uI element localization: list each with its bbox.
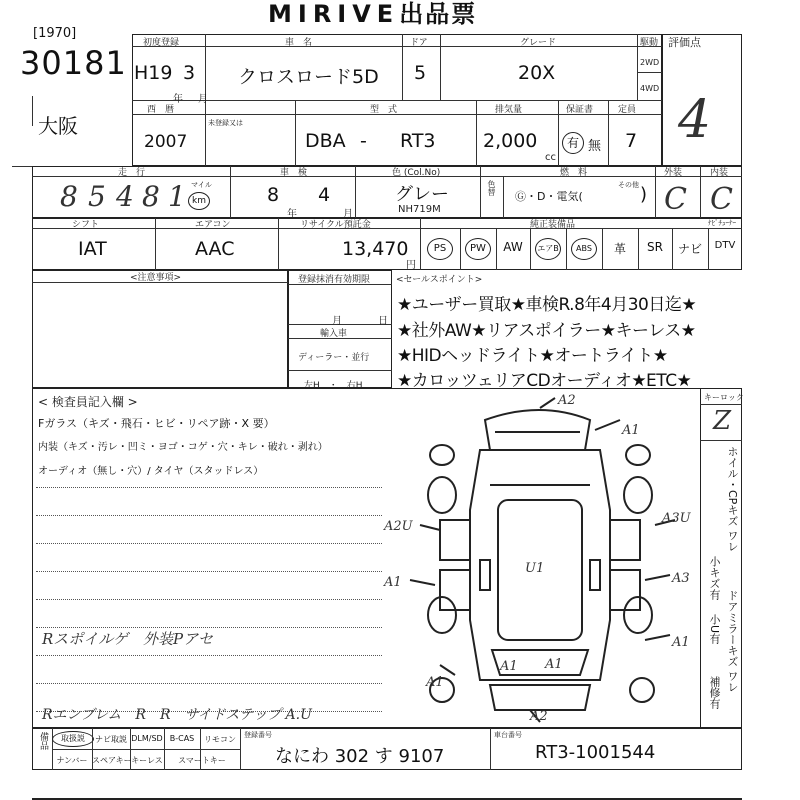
- car-condition-diagram: [380, 390, 700, 725]
- mileage-label: 走 行: [118, 168, 146, 178]
- insp-year: 8: [267, 184, 280, 206]
- warranty-label: 保証書: [566, 105, 594, 115]
- model-code: RT3: [400, 130, 436, 152]
- first-reg-label: 初度登録: [143, 38, 180, 48]
- no-reg-label: 未登録又は: [208, 119, 243, 127]
- mileage-digit-4: 8: [142, 180, 160, 213]
- cc-unit: cc: [545, 152, 556, 163]
- mark-right-rear-door: A3U: [662, 511, 691, 526]
- equipment-item-3: エアB: [535, 238, 561, 260]
- mileage-digit-3: 4: [116, 180, 134, 213]
- grade-label: グレード: [520, 38, 557, 48]
- mark-front-bumper: A2: [530, 709, 548, 724]
- plate-number: なにわ 302 す 9107: [275, 746, 445, 767]
- mark-left-rear-door: A2U: [384, 519, 413, 534]
- mark-rear-spoiler: A2: [558, 393, 576, 408]
- handle-side: 左H ・ 右H: [304, 381, 363, 391]
- insp-year-unit: 年: [287, 209, 297, 220]
- color-code: NH719M: [398, 204, 441, 215]
- key-lock-label: キーロック: [704, 393, 744, 402]
- sheet-title: [268, 0, 477, 29]
- footer-item-row2-0: ナンバー: [56, 756, 88, 765]
- inspection-label: 車 検: [280, 168, 308, 178]
- equipment-item-4: ABS: [571, 238, 597, 260]
- sales-points-label: <セールスポイント>: [396, 275, 483, 285]
- overall-score: 4: [678, 90, 712, 150]
- side-note-small-scratch: 小キズ有: [708, 556, 721, 600]
- door-count: 5: [414, 62, 427, 84]
- interior-grade: C: [710, 182, 733, 217]
- inspector-note-2: Rエンブレム R R サイドステップ A.U: [42, 707, 312, 723]
- lot-number: 30181: [20, 44, 127, 82]
- equipment-item-7: ナビ: [677, 242, 702, 256]
- footer-item-row2-2: キーレス: [131, 756, 163, 765]
- recycle-label: リサイクル預託金: [300, 220, 371, 230]
- car-name: クロスロード5D: [238, 66, 379, 88]
- shift-label: シフト: [72, 220, 100, 230]
- mark-rear-right: A1: [622, 423, 640, 438]
- model-dash: -: [360, 130, 367, 152]
- drive-label: 駆動: [640, 38, 659, 48]
- drive-4wd: 4WD: [640, 84, 660, 93]
- recycle-value: 13,470: [342, 238, 409, 260]
- displacement: 2,000: [483, 130, 538, 152]
- inspector-note-1: Rスポイルゲ 外装Pアセ: [42, 630, 213, 648]
- car-name-label: 車 名: [285, 38, 313, 48]
- chassis-label: 車台番号: [494, 731, 522, 739]
- chassis-number: RT3-1001544: [535, 742, 656, 763]
- side-note-wheel: ホイル・CPキズ ワレ: [726, 446, 739, 552]
- import-label: 輸入車: [320, 329, 348, 339]
- model-year: 2007: [144, 132, 188, 152]
- shift-value: IAT: [78, 238, 107, 260]
- footer-item-0: 取扱説: [52, 731, 94, 747]
- equipment-label: 純正装備品: [530, 220, 576, 230]
- aircon-value: AAC: [195, 238, 235, 260]
- location: 大阪: [38, 114, 78, 138]
- mileage-digit-2: 5: [88, 180, 106, 213]
- mark-right-front-door: A3: [672, 571, 690, 586]
- drive-2wd: 2WD: [640, 58, 660, 67]
- notes-label: <注意事項>: [130, 273, 182, 283]
- km-unit: km: [188, 192, 210, 210]
- sales-point-4: ★カロッツェリアCDオーディオ★ETC★: [397, 371, 692, 391]
- sales-point-1: ★ユーザー買取★車検R.8年4月30日迄★: [397, 295, 697, 315]
- footer-item-3: B-CAS: [169, 734, 195, 743]
- footer-item-row2-1: スペアキー: [92, 756, 132, 765]
- exterior-label: 外装: [664, 168, 683, 178]
- fuel-close: ): [640, 184, 648, 205]
- footer-item-2: DLM/SD: [131, 734, 163, 743]
- mileage-digit-5: 1: [168, 180, 186, 213]
- footer-item-1: ナビ取説: [95, 735, 127, 744]
- reg-month: 3: [183, 62, 196, 84]
- model-prefix: DBA: [305, 130, 346, 152]
- reg-expiry-label: 登録抹消有効期限: [298, 275, 371, 285]
- side-note-mirror: ドアミラーキズ ワレ: [726, 590, 739, 693]
- model-label: 型 式: [370, 105, 398, 115]
- lot-ref: [1970]: [33, 26, 77, 41]
- mark-roof: U1: [525, 561, 545, 576]
- capacity: 7: [625, 130, 638, 152]
- brand-name: MIRIVE: [268, 0, 400, 28]
- mileage-digit-1: 8: [60, 180, 78, 213]
- displacement-label: 排気量: [495, 105, 523, 115]
- aircon-label: エアコン: [195, 220, 231, 230]
- mark-hood-left: A1: [500, 659, 518, 674]
- door-label: ドア: [410, 38, 428, 48]
- fuel-options: [515, 188, 583, 204]
- equipment-item-8: DTV: [714, 240, 736, 251]
- mark-left-front-door: A1: [384, 575, 402, 590]
- equipment-item-6: SR: [647, 240, 663, 254]
- year-unit: 年: [173, 94, 183, 105]
- sales-point-3: ★HIDヘッドライト★オートライト★: [397, 346, 668, 366]
- exterior-grade: C: [664, 182, 687, 217]
- equipment-item-2: AW: [503, 240, 523, 254]
- footer-item-row2-3: スマートキー: [178, 756, 226, 765]
- capacity-label: 定員: [618, 105, 637, 115]
- navi-tuner-label: ﾅﾋﾞﾁｭｰﾅｰ: [708, 219, 736, 227]
- color-change-label: 色替: [487, 180, 496, 196]
- interior-label: 内装: [710, 168, 729, 178]
- color-label: 色 (Col.No): [392, 168, 441, 178]
- equipment-item-1: PW: [465, 238, 491, 260]
- inspector-line-2: 内装（キズ・汚レ・凹ミ・ヨゴ・コゲ・穴・キレ・破れ・剥れ）: [38, 442, 328, 453]
- mark-right-front-fender: A1: [672, 635, 690, 650]
- fuel-types: Ⓖ・D・電気(: [515, 190, 583, 203]
- footer-item-4: リモコン: [204, 735, 236, 744]
- key-lock-value: Z: [713, 406, 732, 436]
- mark-left-front-fender: A1: [426, 675, 444, 690]
- reg-month-unit: 月: [332, 316, 342, 327]
- color-value: グレー: [395, 184, 449, 205]
- reg-day-unit: 日: [378, 316, 388, 327]
- side-note-small-dent: 小U有: [708, 614, 721, 645]
- inspector-label: < 検査員記入欄 >: [38, 395, 138, 409]
- title-suffix: 出品票: [399, 0, 478, 28]
- warranty-no: 無: [588, 139, 602, 154]
- grade-value: 20X: [518, 62, 556, 84]
- equipment-item-5: 革: [613, 242, 626, 256]
- inspector-line-3: オーディオ（無し・穴）/ タイヤ（スタッドレス）: [38, 466, 264, 477]
- plate-label: 登録番号: [244, 731, 272, 739]
- dealer-parallel: ディーラー・並行: [298, 353, 370, 363]
- mile-unit: マイル: [191, 181, 212, 189]
- month-unit: 月: [198, 94, 208, 105]
- warranty-yes: 有: [562, 132, 584, 154]
- side-note-repair: 補修有: [708, 676, 721, 709]
- sales-point-2: ★社外AW★リアスポイラー★キーレス★: [397, 321, 696, 341]
- western-label: 西 暦: [147, 105, 175, 115]
- insp-month: 4: [318, 184, 331, 206]
- fuel-other: その他: [618, 181, 639, 189]
- equipment-item-0: PS: [427, 238, 453, 260]
- insp-month-unit: 月: [343, 209, 353, 220]
- footer-side-label: 備品: [38, 732, 48, 750]
- inspector-line-1: Fガラス（キズ・飛石・ヒビ・リペア跡・X 要）: [38, 417, 275, 430]
- rating-label: 評価点: [668, 36, 701, 49]
- mark-hood-right: A1: [545, 657, 563, 672]
- fuel-label: 燃 料: [560, 168, 588, 178]
- reg-era: H19: [134, 62, 173, 84]
- notes-panel: [32, 270, 288, 388]
- yen-unit: 円: [406, 260, 416, 271]
